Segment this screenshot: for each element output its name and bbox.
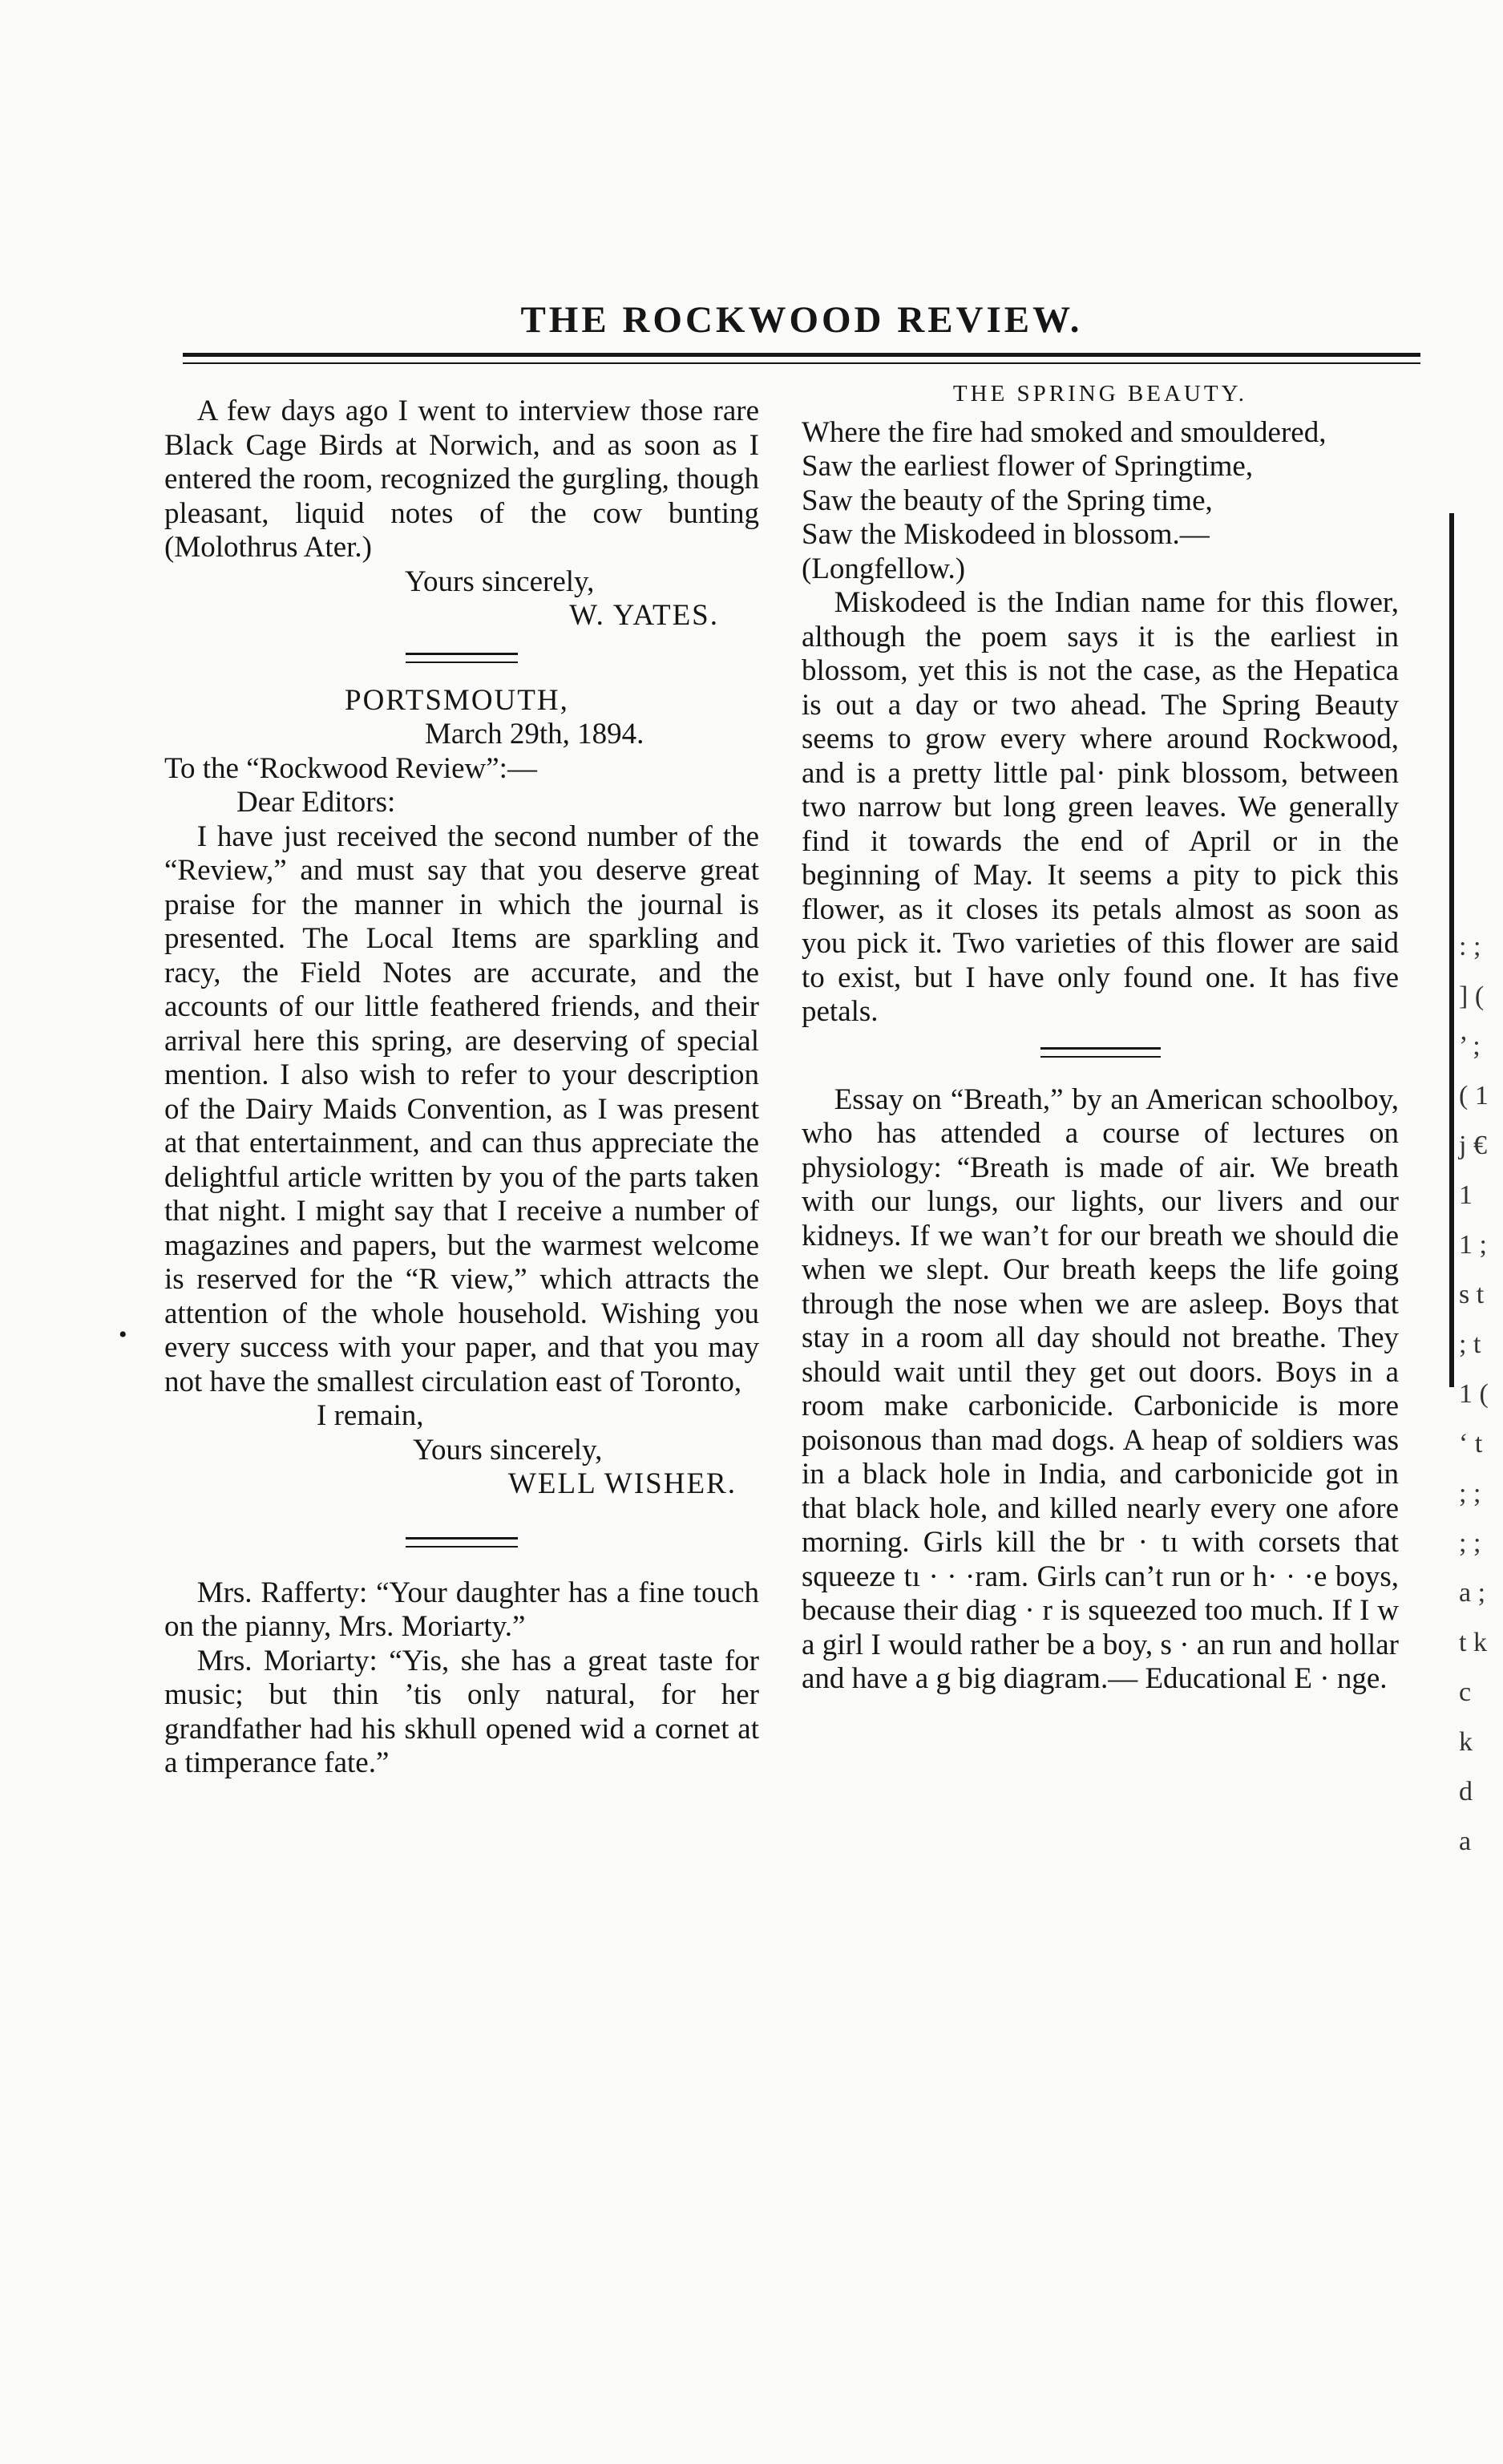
- dialogue-moriarty: Mrs. Moriarty: “Yis, she has a great taste for music; but thin ’tis only natural, for her grandfather had his skhull opened wid a cornet at a timperance fate.”: [164, 1644, 759, 1779]
- letter-yates-closing: Yours sincerely,: [405, 564, 595, 598]
- poem-line-1: Where the fire had smoked and smouldered,: [802, 415, 1327, 449]
- essay-breath: Essay on “Breath,” by an American schoolboy, who has attended a course of lectures on physiology: “Breath is made of air. We breath with our lungs, our lights, our livers and our kidneys. If we wan’t for our breath we should die when we slept. Our breath keeps the life going through the nose when we are asleep. Boys that stay in a room all day should not breathe. They should wait until they get out doors. Boys in a room make carbonicide. Carbonicide is more poisonous than mad dogs. A heap of soldiers was in a black hole in India, and carbonicide got in that black hole, and killed nearly every one afore morning. Girls kill the br · tı with corsets that squeeze tı · · ·ram. Girls can’t run or h· · ·e boys, because their diag · r is squeezed too much. If I w a girl I would rather be a boy, s · an run and hollar and have a g big diagram.— Educational E · nge.: [802, 1082, 1399, 1695]
- section-separator: [1040, 1047, 1161, 1058]
- poem-attribution: (Longfellow.): [802, 552, 966, 585]
- letter-remain: I remain,: [317, 1399, 424, 1432]
- spring-beauty-heading: THE SPRING BEAUTY.: [952, 381, 1248, 407]
- dialogue-rafferty: Mrs. Rafferty: “Your daughter has a fine touch on the pianny, Mrs. Moriarty.”: [164, 1576, 759, 1643]
- section-separator: [406, 1537, 518, 1548]
- right-column: [802, 377, 1399, 1697]
- masthead-title: THE ROCKWOOD REVIEW.: [520, 299, 1083, 341]
- letter-place: PORTSMOUTH,: [345, 683, 569, 717]
- letter-addressee: To the “Rockwood Review”:—: [164, 751, 537, 785]
- letter-wellwisher-closing: Yours sincerely,: [413, 1433, 603, 1467]
- spring-beauty-body: Miskodeed is the Indian name for this flower, although the poem says it is the earliest in blossom, yet this is not the case, as the Hepatica is out a day or two ahead. The Spring Beauty seems to grow every where around Rockwood, and is a pretty little pal· pink blossom, between two narrow but long green leaves. We generally find it towards the end of April or in the beginning of May. It seems a pity to pick this flower, as it closes its petals almost as soon as you pick it. Two varieties of this flower are said to exist, but I have only found one. It has five petals.: [802, 586, 1399, 1028]
- letter-salutation: Dear Editors:: [236, 786, 396, 819]
- letter-wellwisher-signature: WELL WISHER.: [507, 1467, 737, 1500]
- left-column: [164, 377, 759, 1781]
- masthead-rule-thin: [183, 362, 1420, 364]
- margin-rule: [1449, 513, 1454, 1387]
- poem-line-3: Saw the beauty of the Spring time,: [802, 483, 1213, 517]
- letter-yates-signature: W. YATES.: [569, 599, 719, 632]
- letter-yates-body: A few days ago I went to interview those rare Black Cage Birds at Norwich, and as soon as I entered the room, recognized the gurgling, though pleasant, liquid notes of the cow bunting (Molothrus Ater.): [164, 394, 759, 564]
- poem-line-4: Saw the Miskodeed in blossom.—: [802, 518, 1210, 551]
- margin-bullet: •: [119, 1321, 127, 1348]
- poem-line-2: Saw the earliest flower of Springtime,: [802, 450, 1254, 483]
- masthead-rule-thick: [183, 353, 1420, 357]
- letter-wellwisher-body: I have just received the second number of the “Review,” and must say that you deserve great praise for the manner in which the journal is presented. The Local Items are sparkling and racy, the Field Notes are accurate, and the accounts of our little feathered friends, and their arrival here this spring, are deserving of special mention. I also wish to refer to your description of the Dairy Maids Convention, as I was present at that entertainment, and can thus appreciate the delightful article written by you of the parts taken that night. I might say that I receive a number of magazines and papers, but the warmest welcome is reserved for the “R view,” which attracts the attention of the whole household. Wishing you every success with your paper, and that you may not have the smallest circulation east of Toronto,: [164, 819, 759, 1398]
- letter-date: March 29th, 1894.: [425, 718, 644, 751]
- section-separator: [406, 653, 518, 663]
- gutter-fragment-text: : ; ] ( ’ ; ( 1 j € 1 1 ; s t ; t 1 ( ‘ t ; ; ; ; a ; t k c k d a: [1459, 932, 1489, 1856]
